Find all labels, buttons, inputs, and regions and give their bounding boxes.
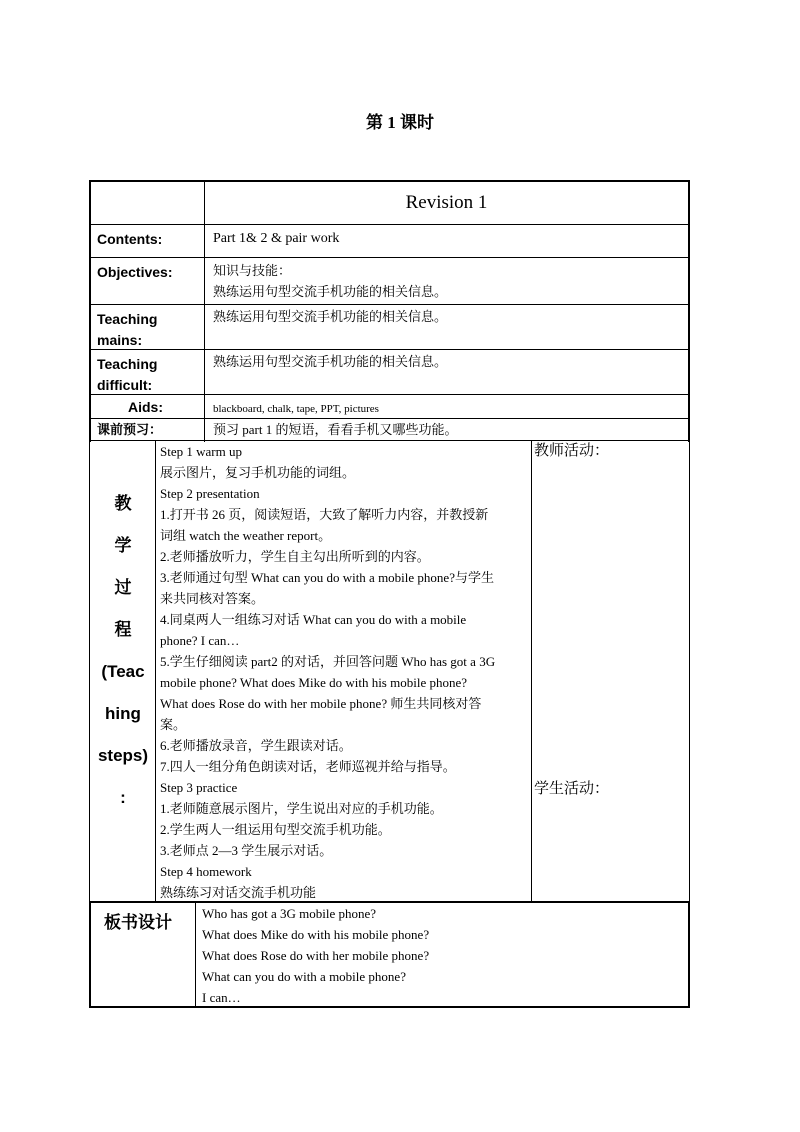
steps-border-left <box>89 440 90 902</box>
aids-value: blackboard, chalk, tape, PPT, pictures <box>213 403 379 415</box>
lesson-title: Revision 1 <box>405 192 488 213</box>
teaching-difficult-value: 熟练运用句型交流手机功能的相关信息。 <box>213 354 448 369</box>
teacher-activity-label: 教师活动： <box>534 443 610 459</box>
table-border-top <box>89 180 690 182</box>
teaching-mains-value: 熟练运用句型交流手机功能的相关信息。 <box>213 309 448 324</box>
steps-column-divider <box>155 440 156 902</box>
contents-label: Contents: <box>97 231 163 247</box>
steps-content: Step 1 warm up 展示图片，复习手机功能的词组。 Step 2 presentation 1.打开书 26 页，阅读短语，大致了解听力内容，并教授新 词组 watch the weather report。 2.老师播放听力，学生自主勾出所听到的内容。 3.老师通过句型 What can you do with a mobile phone?与学生 来共同核对答案。 4.同桌两人一组练习对话 What can you do with a mobile phone? I can… 5.学生仔细阅读 part2 的对话，并回答问题 Who has got a 3G mobile phone? What does Mike do with his mobile phone? What does Rose do with her mobile phone? 师生共同核对答 案。 6.老师播放录音，学生跟读对话。 7.四人一组分角色朗读对话，老师巡视并给与指导。 Step 3 practice 1.老师随意展示图片，学生说出对应的手机功能。 2.学生两人一组运用句型交流手机功能。 3.老师点 2—3 学生展示对话。 Step 4 homework 熟练练习对话交流手机功能 <box>160 444 496 900</box>
row-divider <box>90 304 689 305</box>
preview-label: 课前预习： <box>97 422 163 437</box>
contents-value: Part 1& 2 & pair work <box>213 231 340 246</box>
board-design-label: 板书设计 <box>104 913 172 932</box>
row-divider <box>90 257 689 258</box>
student-activity-label: 学生活动： <box>534 781 610 797</box>
objectives-value: 知识与技能： 熟练运用句型交流手机功能的相关信息。 <box>213 263 448 299</box>
objectives-label: Objectives: <box>97 264 173 280</box>
row-divider <box>90 394 689 395</box>
row-divider <box>90 224 689 225</box>
steps-side-label: 教 学 过 程 (Teac hing steps) : <box>97 494 149 807</box>
teaching-difficult-label: Teaching difficult: <box>97 356 158 393</box>
preview-value: 预习 part 1 的短语，看看手机又哪些功能。 <box>213 422 458 437</box>
aids-label: Aids: <box>128 399 163 415</box>
column-divider <box>204 181 205 442</box>
table-border-right <box>688 180 690 442</box>
steps-border-right <box>689 440 690 902</box>
steps-column-divider <box>531 440 532 902</box>
board-column-divider <box>195 902 196 1007</box>
table-border-left <box>89 180 91 442</box>
board-border-right <box>688 901 690 1008</box>
row-divider <box>90 349 689 350</box>
board-border-left <box>89 901 91 1008</box>
teaching-mains-label: Teaching mains: <box>97 311 158 348</box>
page-title: 第 1 课时 <box>366 113 434 132</box>
board-design-content: Who has got a 3G mobile phone? What does Mike do with his mobile phone? What does Rose do with her mobile phone? What can you do with a mobile phone? I can… <box>202 906 430 1005</box>
